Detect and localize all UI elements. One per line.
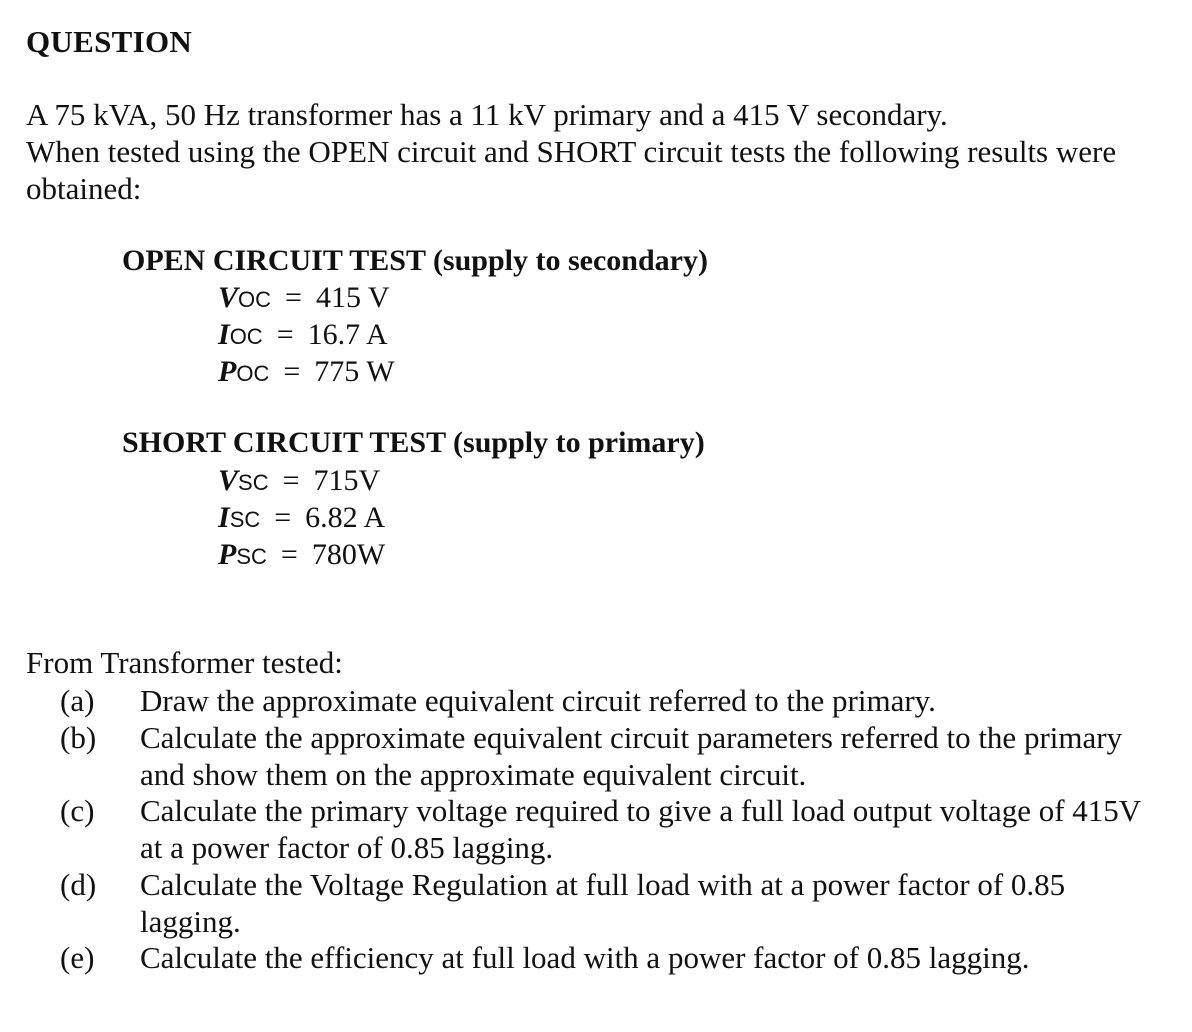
equals-sign: =	[274, 501, 292, 534]
measurement-symbol: PSC	[218, 538, 267, 571]
task-text: Calculate the Voltage Regulation at full load with at a power factor of 0.85 lagging.	[140, 867, 1066, 939]
measurement-poc	[218, 354, 395, 390]
measurement-symbol: POC	[218, 355, 270, 388]
measurement-ioc	[218, 317, 388, 353]
task-item-c	[60, 792, 1170, 866]
measurement-value: 715V	[313, 464, 381, 497]
measurement-symbol: ISC	[218, 501, 261, 534]
task-item-e	[60, 939, 1170, 976]
equals-sign: =	[285, 281, 302, 314]
problem-statement	[26, 96, 1176, 207]
task-label: (c)	[60, 793, 95, 828]
task-label: (d)	[60, 867, 97, 902]
open-circuit-test-title: OPEN CIRCUIT TEST (supply to secondary)	[122, 244, 708, 277]
short-circuit-test-title: SHORT CIRCUIT TEST (supply to primary)	[122, 426, 705, 459]
equals-sign: =	[282, 464, 300, 497]
measurement-value: 415 V	[315, 281, 390, 314]
task-text: Calculate the approximate equivalent circuit parameters referred to the primary and show them on the approximate equivalent circuit.	[140, 720, 1123, 792]
intro-line-1: A 75 kVA, 50 Hz transformer has a 11 kV primary and a 415 V secondary.	[26, 97, 948, 132]
task-text: Calculate the efficiency at full load with a power factor of 0.85 lagging.	[140, 940, 1030, 975]
task-label: (a)	[60, 683, 95, 718]
measurement-isc	[218, 500, 385, 536]
tasks-intro: From Transformer tested:	[26, 645, 343, 680]
task-text: Calculate the primary voltage required to give a full load output voltage of 415V at a power factor of 0.85 lagging.	[140, 793, 1141, 865]
page-title: QUESTION	[26, 24, 193, 59]
measurement-symbol: VOC	[218, 281, 272, 314]
measurement-value: 775 W	[314, 355, 395, 388]
task-item-b	[60, 719, 1170, 793]
equals-sign: =	[276, 318, 294, 351]
task-item-d	[60, 866, 1170, 940]
task-text: Draw the approximate equivalent circuit referred to the primary.	[140, 683, 936, 718]
measurement-value: 780W	[311, 538, 386, 571]
equals-sign: =	[283, 355, 301, 388]
task-label: (e)	[60, 940, 95, 975]
measurement-symbol: IOC	[218, 318, 263, 351]
task-item-a	[60, 682, 1170, 719]
measurement-symbol: VSC	[218, 464, 269, 497]
task-label: (b)	[60, 720, 97, 755]
equals-sign: =	[280, 538, 298, 571]
measurement-psc	[218, 537, 385, 573]
measurement-vsc	[218, 463, 380, 499]
intro-line-2: When tested using the OPEN circuit and SHORT circuit tests the following results were obtained:	[26, 134, 1117, 206]
measurement-value: 16.7 A	[307, 318, 388, 351]
measurement-value: 6.82 A	[305, 501, 386, 534]
measurement-voc	[218, 280, 390, 316]
